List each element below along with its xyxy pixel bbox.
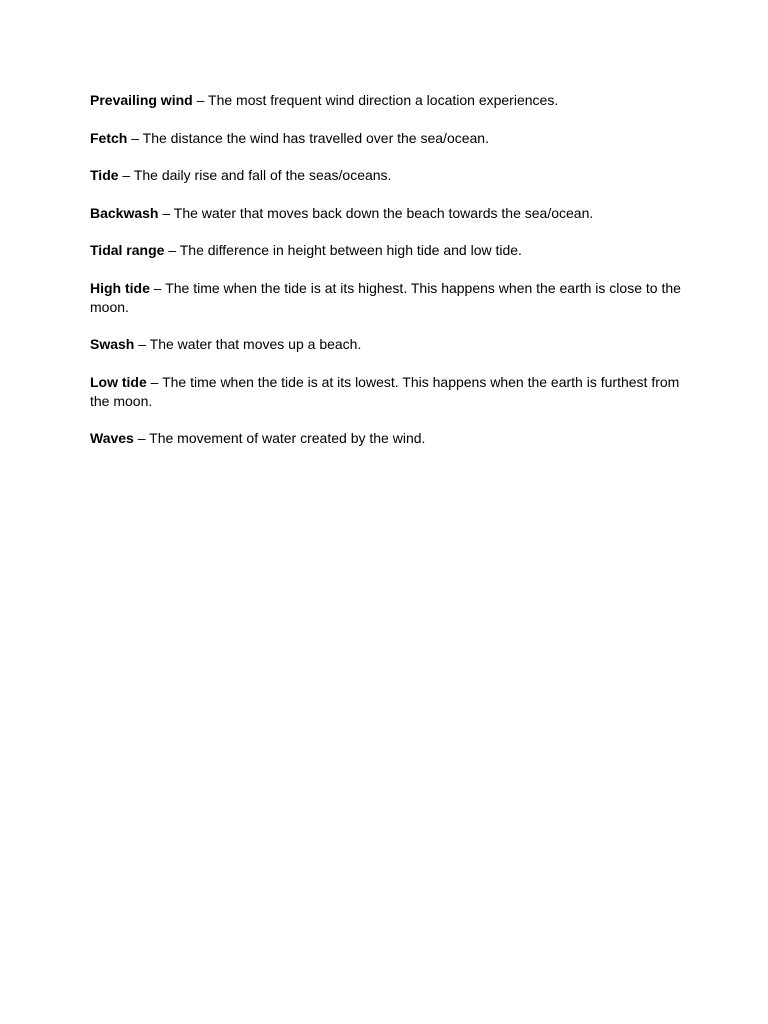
entry-separator: – bbox=[158, 204, 174, 221]
glossary-term: Waves bbox=[90, 430, 134, 446]
glossary-term: Low tide bbox=[90, 373, 147, 390]
glossary-entry-prevailing-wind bbox=[90, 91, 690, 110]
glossary-definition: The daily rise and fall of the seas/oceans. bbox=[133, 167, 392, 183]
glossary-entry-tidal-range bbox=[90, 241, 690, 260]
glossary-entry-fetch bbox=[90, 129, 690, 148]
entry-separator: – bbox=[127, 129, 143, 146]
glossary-definition: The water that moves back down the beach towards the sea/ocean. bbox=[173, 204, 594, 221]
glossary-term: Fetch bbox=[90, 129, 128, 146]
glossary-term: Prevailing wind bbox=[90, 92, 193, 108]
glossary-entry-high-tide bbox=[90, 279, 690, 317]
entry-separator: – bbox=[164, 242, 180, 258]
glossary-entry-swash bbox=[90, 335, 690, 354]
entry-separator: – bbox=[118, 167, 134, 183]
entry-separator: – bbox=[134, 336, 150, 352]
entry-separator: – bbox=[133, 430, 150, 446]
glossary-definition: The most frequent wind direction a location experiences. bbox=[208, 92, 559, 108]
document-page bbox=[90, 91, 690, 467]
glossary-definition: The distance the wind has travelled over the sea/ocean. bbox=[142, 129, 489, 146]
entry-separator: – bbox=[149, 279, 166, 296]
glossary-entry-low-tide bbox=[90, 373, 690, 411]
glossary-term: Tidal range bbox=[90, 242, 165, 258]
entry-separator: – bbox=[192, 92, 209, 108]
entry-separator: – bbox=[146, 373, 163, 390]
glossary-entry-backwash bbox=[90, 204, 690, 223]
glossary-term: Backwash bbox=[90, 204, 159, 221]
glossary-definition: The difference in height between high tide and low tide. bbox=[179, 242, 522, 258]
glossary-term: Swash bbox=[90, 336, 135, 352]
glossary-entry-tide bbox=[90, 166, 690, 185]
glossary-definition: The movement of water created by the wind. bbox=[149, 430, 426, 446]
glossary-definition: The water that moves up a beach. bbox=[149, 336, 362, 352]
glossary-term: Tide bbox=[90, 167, 119, 183]
glossary-entry-waves bbox=[90, 429, 690, 448]
glossary-definition: The time when the tide is at its highest. This happens when the earth is close to the moon. bbox=[90, 279, 681, 315]
glossary-term: High tide bbox=[90, 279, 150, 296]
glossary-definition: The time when the tide is at its lowest. This happens when the earth is furthest from the moon. bbox=[90, 373, 680, 409]
